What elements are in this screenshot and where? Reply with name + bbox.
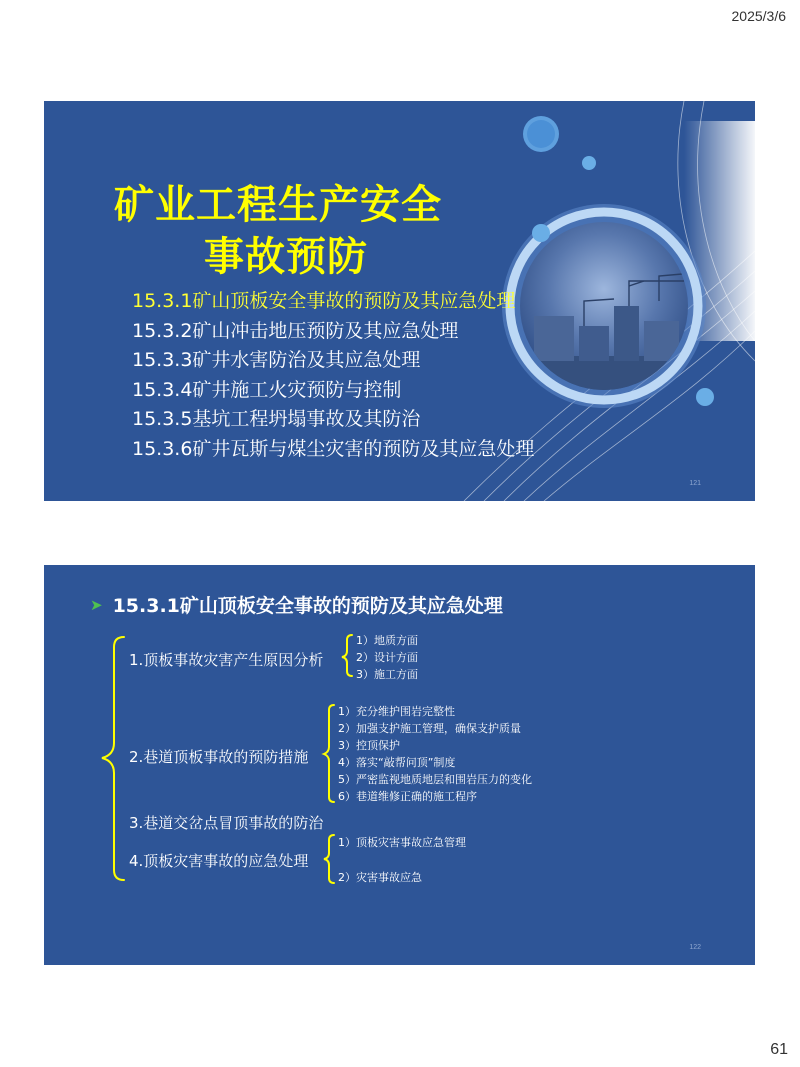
slide-number: 122: [689, 944, 701, 951]
toc-list: [132, 287, 534, 464]
toc-item[interactable]: 15.3.5基坑工程坍塌事故及其防治: [132, 408, 421, 430]
section-4-item: 1）顶板灾害事故应急管理: [338, 836, 466, 849]
section-2-brace: [324, 705, 334, 802]
toc-item[interactable]: 15.3.1矿山顶板安全事故的预防及其应急处理: [132, 290, 516, 312]
section-1-brace: [342, 635, 352, 676]
section-2-item: 6）巷道维修正确的施工程序: [338, 790, 477, 803]
section-1-item: 1）地质方面: [356, 634, 418, 647]
section-3-label: 3.巷道交岔点冒顶事故的防治: [129, 814, 324, 832]
arrow-bullet-icon: ➤: [90, 595, 103, 614]
section-2-label: 2.巷道顶板事故的预防措施: [129, 748, 309, 766]
slide-title-line-1: 矿业工程生产安全: [114, 182, 442, 228]
toc-item[interactable]: 15.3.3矿井水害防治及其应急处理: [132, 349, 421, 371]
section-1-label: 1.顶板事故灾害产生原因分析: [129, 651, 324, 669]
section-2-item: 4）落实“敲帮问顶”制度: [338, 756, 456, 769]
section-2-item: 1）充分维护围岩完整性: [338, 705, 455, 718]
section-1-item: 2）设计方面: [356, 651, 418, 664]
slide-122: [44, 565, 755, 965]
toc-item[interactable]: 15.3.2矿山冲击地压预防及其应急处理: [132, 319, 459, 342]
section-2-item: 2）加强支护施工管理，确保支护质量: [338, 722, 521, 735]
heading-text: 15.3.1矿山顶板安全事故的预防及其应急处理: [112, 595, 503, 617]
slide-121: [44, 101, 755, 501]
section-4-item: 2）灾害事故应急: [338, 871, 422, 884]
section-4-brace: [324, 835, 334, 883]
slide-title-line-2: 事故预防: [204, 234, 368, 280]
section-1-item: 3）施工方面: [356, 668, 418, 681]
section-2-item: 3）控顶保护: [338, 739, 400, 752]
main-brace: [102, 637, 124, 880]
section-2-item: 5）严密监视地质地层和围岩压力的变化: [338, 773, 532, 786]
toc-item[interactable]: 15.3.4矿井施工火灾预防与控制: [132, 378, 402, 401]
section-4-label: 4.顶板灾害事故的应急处理: [129, 852, 309, 870]
slide-number: 121: [689, 480, 701, 487]
page-number: 61: [770, 1041, 788, 1058]
toc-item[interactable]: 15.3.6矿井瓦斯与煤尘灾害的预防及其应急处理: [132, 437, 535, 460]
page-date: 2025/3/6: [731, 8, 786, 24]
